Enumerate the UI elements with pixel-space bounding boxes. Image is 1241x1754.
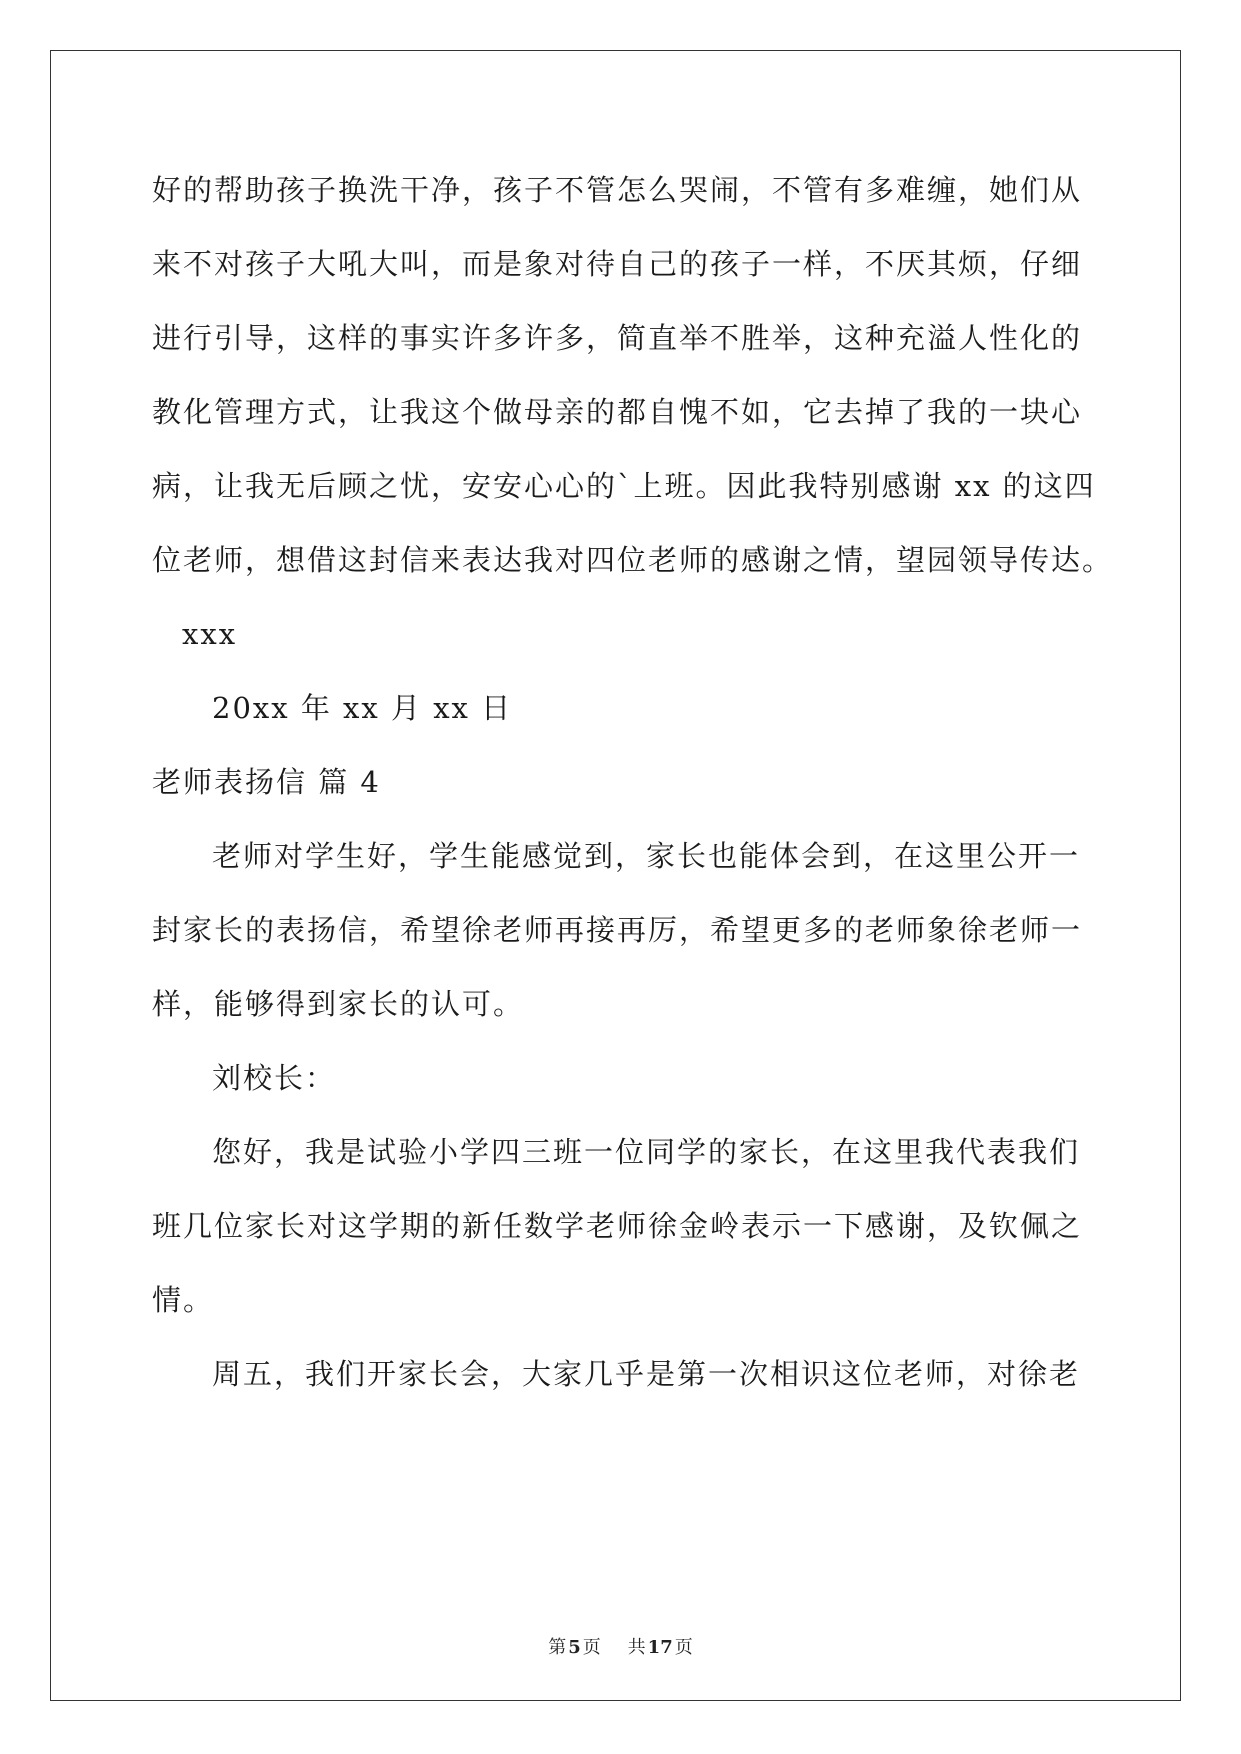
paragraph-line: 好的帮助孩子换洗干净，孩子不管怎么哭闹，不管有多难缠，她们从	[152, 173, 1083, 207]
section-heading: 老师表扬信 篇 4	[152, 765, 381, 799]
paragraph-line: 封家长的表扬信，希望徐老师再接再厉，希望更多的老师象徐老师一	[152, 913, 1083, 947]
total-prefix: 共	[627, 1637, 646, 1658]
paragraph-line: 您好，我是试验小学四三班一位同学的家长，在这里我代表我们	[212, 1135, 1081, 1169]
paragraph-line: 进行引导，这样的事实许多许多，简直举不胜举，这种充溢人性化的	[152, 321, 1083, 355]
paragraph-line: 来不对孩子大吼大叫，而是象对待自己的孩子一样，不厌其烦，仔细	[152, 247, 1083, 281]
paragraph-line: 病，让我无后顾之忧，安安心心的`上班。因此我特别感谢 xx 的这四	[152, 469, 1096, 503]
paragraph-line: 教化管理方式，让我这个做母亲的都自愧不如，它去掉了我的一块心	[152, 395, 1083, 429]
signature: xxx	[182, 617, 238, 651]
page-prefix: 第	[548, 1637, 567, 1658]
salutation: 刘校长：	[212, 1061, 337, 1095]
total-suffix: 页	[674, 1637, 693, 1658]
total-pages: 17	[647, 1637, 673, 1658]
paragraph-line: 样，能够得到家长的认可。	[152, 987, 525, 1021]
paragraph-line: 周五，我们开家长会，大家几乎是第一次相识这位老师，对徐老	[212, 1357, 1081, 1391]
page-suffix: 页	[582, 1637, 601, 1658]
date-line: 20xx 年 xx 月 xx 日	[212, 691, 513, 725]
paragraph-line: 老师对学生好，学生能感觉到，家长也能体会到，在这里公开一	[212, 839, 1081, 873]
page-footer	[0, 1633, 1241, 1659]
paragraph-line: 情。	[152, 1283, 215, 1317]
page-number: 5	[568, 1637, 581, 1658]
paragraph-line: 位老师，想借这封信来表达我对四位老师的感谢之情，望园领导传达。	[152, 543, 1114, 577]
paragraph-line: 班几位家长对这学期的新任数学老师徐金岭表示一下感谢，及钦佩之	[152, 1209, 1083, 1243]
